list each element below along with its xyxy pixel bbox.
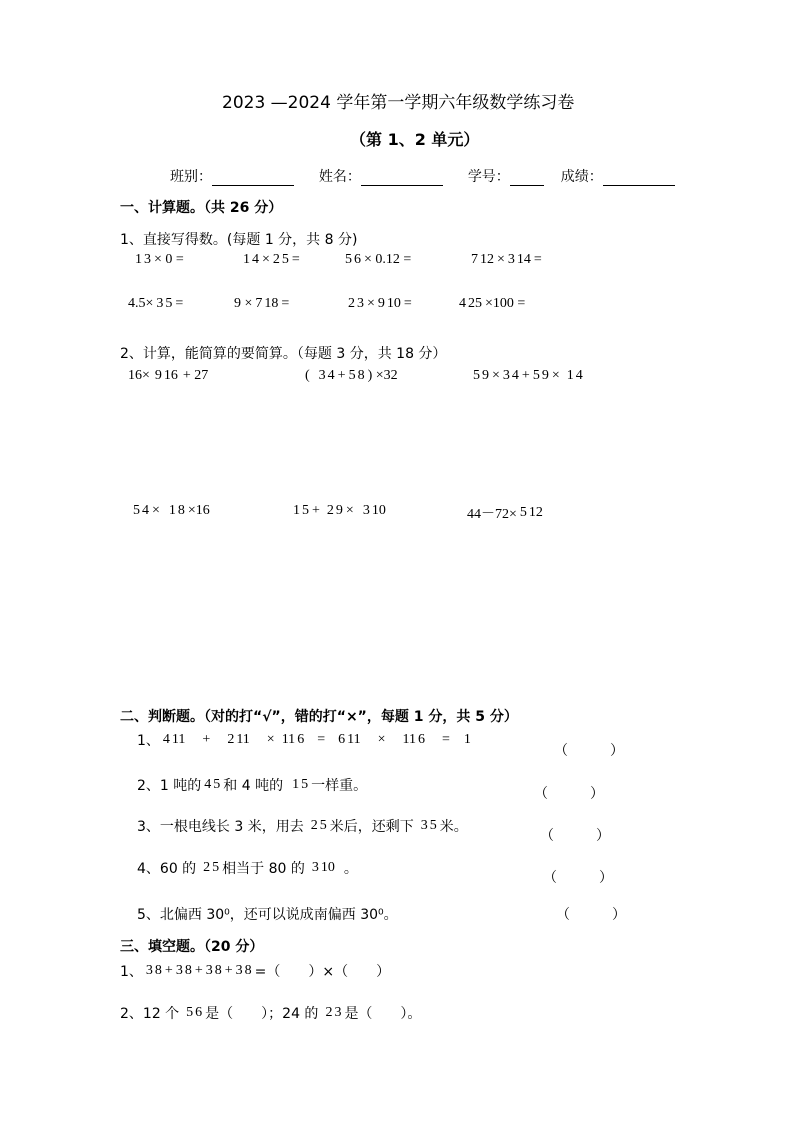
judge-item-2: 2、1 吨的 4 5 和 4 吨的 1 5 一样重。: [137, 777, 368, 794]
fraction: 11 6: [281, 732, 305, 747]
page-subtitle: （第 1、2 单元）: [350, 130, 480, 149]
fraction: 3 5: [156, 296, 173, 311]
fraction: 4 25: [459, 296, 482, 311]
fraction: 3 14: [507, 252, 531, 267]
fraction: 2 5: [272, 252, 289, 267]
fraction: 2 3: [325, 1005, 342, 1020]
fraction: 2 9: [326, 503, 343, 518]
calc-item-4: 5 4 × 1 8 ×16: [133, 503, 210, 518]
direct-item-3: 5 6 × 0.12 =: [345, 252, 412, 267]
fraction: 1 8: [168, 503, 185, 518]
class-label: 班别：: [170, 169, 212, 185]
calc-item-6: 44－72× 5 12: [467, 505, 543, 522]
fraction: 3 8: [235, 963, 252, 978]
question-1-2: 2、计算，能简算的要简算。（每题 3 分，共 18 分）: [120, 346, 447, 362]
fraction: 6 11: [338, 732, 361, 747]
class-field[interactable]: [212, 171, 294, 186]
fraction: 4 11: [162, 732, 186, 747]
fraction: 9 16: [154, 368, 178, 383]
fraction: 1 4: [243, 252, 259, 267]
fraction: 5 12: [519, 505, 543, 520]
number-field[interactable]: [510, 171, 544, 186]
page-title: 2023 —2024 学年第一学期六年级数学练习卷: [222, 93, 575, 113]
calc-item-2: ( 3 4 + 5 8 ) ×32: [305, 368, 398, 383]
calc-item-5: 1 5 + 2 9 × 3 10: [293, 503, 386, 518]
direct-item-7: 2 3 × 9 10 =: [348, 296, 412, 311]
judge-item-4: 4、60 的 2 5 相当于 80 的 3 10 。: [137, 860, 358, 877]
section-3-heading: 三、填空题。（20 分）: [120, 939, 264, 955]
direct-item-5: 4.5× 3 5 =: [128, 296, 184, 311]
fraction: 3 4: [318, 368, 335, 383]
fraction: 2 5: [203, 860, 220, 875]
fraction: 7 18: [255, 296, 279, 311]
fraction: 3 8: [175, 963, 192, 978]
fraction: 3 10: [311, 860, 335, 875]
fraction: 1 3: [135, 252, 151, 267]
fill-item-2: 2、12 个 5 6 是（ ）；24 的 2 3 是（ ）。: [120, 1005, 422, 1022]
direct-item-6: 9 × 7 18 =: [234, 296, 290, 311]
calc-item-1: 16× 9 16 + 27: [128, 368, 209, 383]
fraction: 3 8: [205, 963, 222, 978]
fraction: 1 4: [566, 368, 583, 383]
score-field[interactable]: [603, 171, 675, 186]
fraction: 2 11: [227, 732, 250, 747]
direct-item-1: 1 3 × 0 =: [135, 252, 184, 267]
answer-paren-5[interactable]: （ ）: [556, 907, 626, 923]
fraction: 5 6: [186, 1005, 203, 1020]
calc-item-3: 5 9 × 3 4 + 5 9 × 1 4: [473, 368, 583, 383]
name-field[interactable]: [361, 171, 443, 186]
judge-item-1: 1、 4 11 + 2 11 × 11 6 = 6 11 × 11 6 = 1: [137, 732, 471, 749]
fraction: 11 6: [402, 732, 425, 747]
fraction: 5 9: [532, 368, 549, 383]
fraction: 5 4: [133, 503, 149, 518]
info-line: [170, 166, 675, 186]
fraction: 2 5: [310, 818, 327, 833]
fraction: 2 3: [348, 296, 364, 311]
section-2-heading: 二、判断题。（对的打“√”，错的打“×”，每题 1 分，共 5 分）: [120, 709, 518, 725]
judge-item-3: 3、一根电线长 3 米，用去 2 5 米后，还剩下 3 5 米。: [137, 818, 468, 835]
score-label: 成绩：: [560, 169, 603, 185]
fraction: 9 10: [377, 296, 401, 311]
direct-item-8: 4 25 ×100 =: [459, 296, 526, 311]
fraction: 4 5: [204, 777, 221, 792]
fraction: 3 5: [420, 818, 437, 833]
number-label: 学号：: [467, 169, 510, 185]
fraction: 1 5: [293, 503, 309, 518]
direct-item-2: 1 4 × 2 5 =: [243, 252, 300, 267]
fraction: 5 8: [348, 368, 365, 383]
fraction: 3 8: [145, 963, 162, 978]
answer-paren-3[interactable]: （ ）: [540, 828, 610, 844]
judge-item-5: 5、北偏西 30⁰，还可以说成南偏西 30⁰。: [137, 907, 398, 923]
answer-paren-4[interactable]: （ ）: [543, 870, 613, 886]
section-1-heading: 一、计算题。（共 26 分）: [120, 200, 283, 216]
fraction: 3 10: [362, 503, 386, 518]
fraction: 5 6: [345, 252, 361, 267]
name-label: 姓名：: [318, 169, 361, 185]
direct-item-4: 7 12 × 3 14 =: [471, 252, 542, 267]
answer-paren-1[interactable]: （ ）: [554, 743, 624, 759]
fraction: 3 4: [502, 368, 519, 383]
fraction: 1 5: [292, 777, 309, 792]
question-1-1: 1、直接写得数。(每题 1 分，共 8 分): [120, 232, 358, 248]
fraction: 5 9: [473, 368, 489, 383]
answer-paren-2[interactable]: （ ）: [534, 786, 604, 802]
fraction: 7 12: [471, 252, 494, 267]
fill-item-1: 1、 3 8 + 3 8 + 3 8 + 3 8 =（ ）×（ ）: [120, 963, 391, 980]
